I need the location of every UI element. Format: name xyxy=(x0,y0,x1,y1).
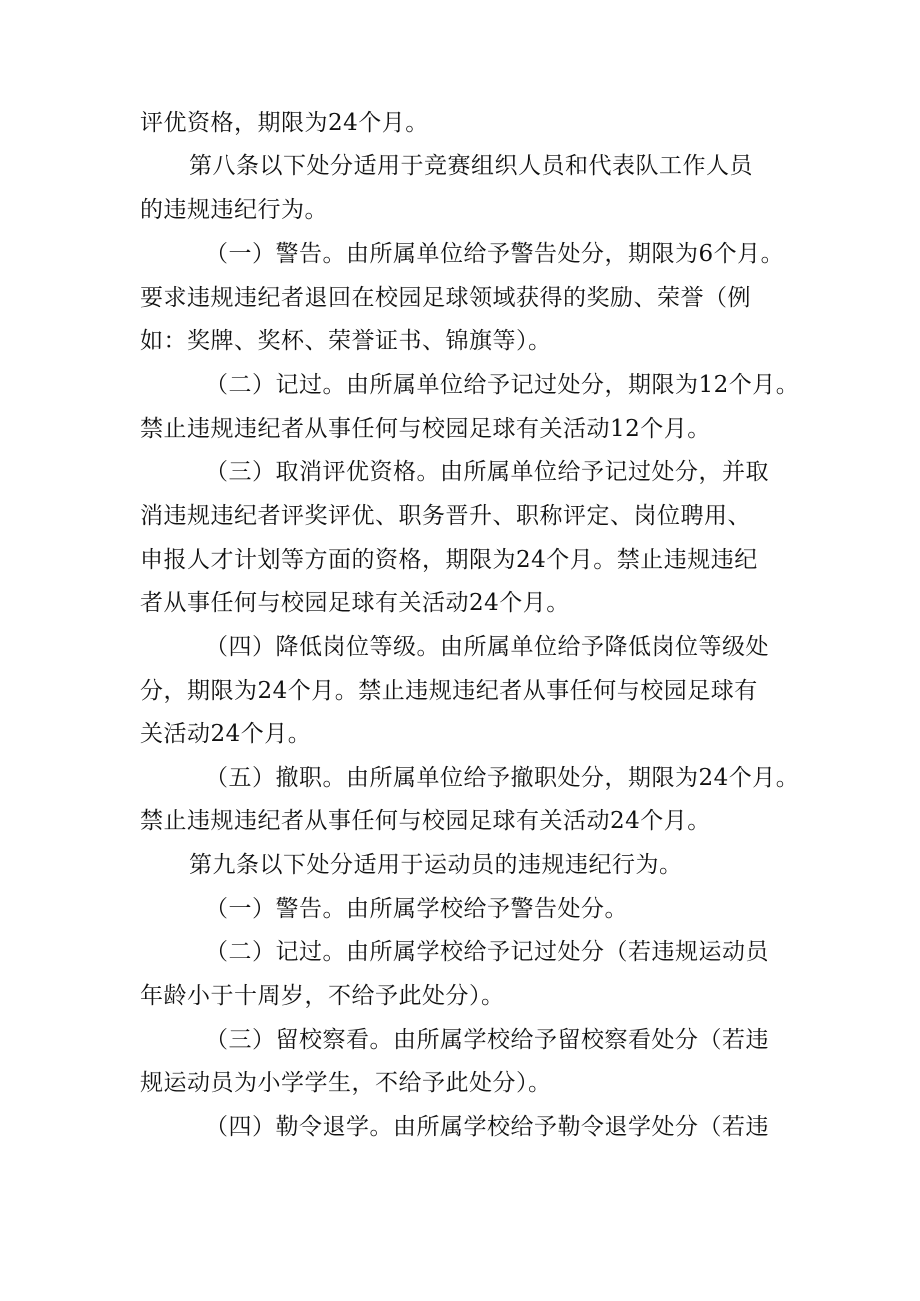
text-line: 申报人才计划等方面的资格，期限为24个月。禁止违规违纪 xyxy=(140,547,758,573)
athlete-clause-demerit: （二）记过。由所属学校给予记过处分（若违规运动员 xyxy=(205,939,769,965)
athlete-clause-warning: （一）警告。由所属学校给予警告处分。 xyxy=(205,896,628,922)
clause-warning: （一）警告。由所属单位给予警告处分，期限为6个月。 xyxy=(205,241,785,267)
clause-dismissal: （五）撤职。由所属单位给予撤职处分，期限为24个月。 xyxy=(205,765,800,791)
text-line: 禁止违规违纪者从事任何与校园足球有关活动12个月。 xyxy=(140,416,711,442)
text-line: 关活动24个月。 xyxy=(140,721,312,747)
article-nine-heading: 第九条以下处分适用于运动员的违规违纪行为。 xyxy=(189,852,683,878)
text-line: 者从事任何与校园足球有关活动24个月。 xyxy=(140,590,570,616)
athlete-clause-expulsion: （四）勒令退学。由所属学校给予勒令退学处分（若违 xyxy=(205,1114,769,1140)
article-eight-heading: 第八条以下处分适用于竞赛组织人员和代表队工作人员 xyxy=(189,153,753,179)
text-line: 年龄小于十周岁，不给予此处分）。 xyxy=(140,983,505,1009)
text-line: 的违规违纪行为。 xyxy=(140,197,328,223)
text-line: 分，期限为24个月。禁止违规违纪者从事任何与校园足球有 xyxy=(140,678,758,704)
clause-disqualification: （三）取消评优资格。由所属单位给予记过处分，并取 xyxy=(205,459,769,485)
athlete-clause-probation: （三）留校察看。由所属学校给予留校察看处分（若违 xyxy=(205,1027,769,1053)
clause-demerit: （二）记过。由所属单位给予记过处分，期限为12个月。 xyxy=(205,372,800,398)
text-line: 规运动员为小学学生，不给予此处分）。 xyxy=(140,1070,552,1096)
text-line: 评优资格，期限为24个月。 xyxy=(140,110,429,136)
text-line: 如：奖牌、奖杯、荣誉证书、锦旗等）。 xyxy=(140,328,552,354)
text-line: 要求违规违纪者退回在校园足球领域获得的奖励、荣誉（例 xyxy=(140,285,751,311)
text-line: 禁止违规违纪者从事任何与校园足球有关活动24个月。 xyxy=(140,808,711,834)
text-line: 消违规违纪者评奖评优、职务晋升、职称评定、岗位聘用、 xyxy=(140,503,751,529)
clause-demotion: （四）降低岗位等级。由所属单位给予降低岗位等级处 xyxy=(205,634,769,660)
